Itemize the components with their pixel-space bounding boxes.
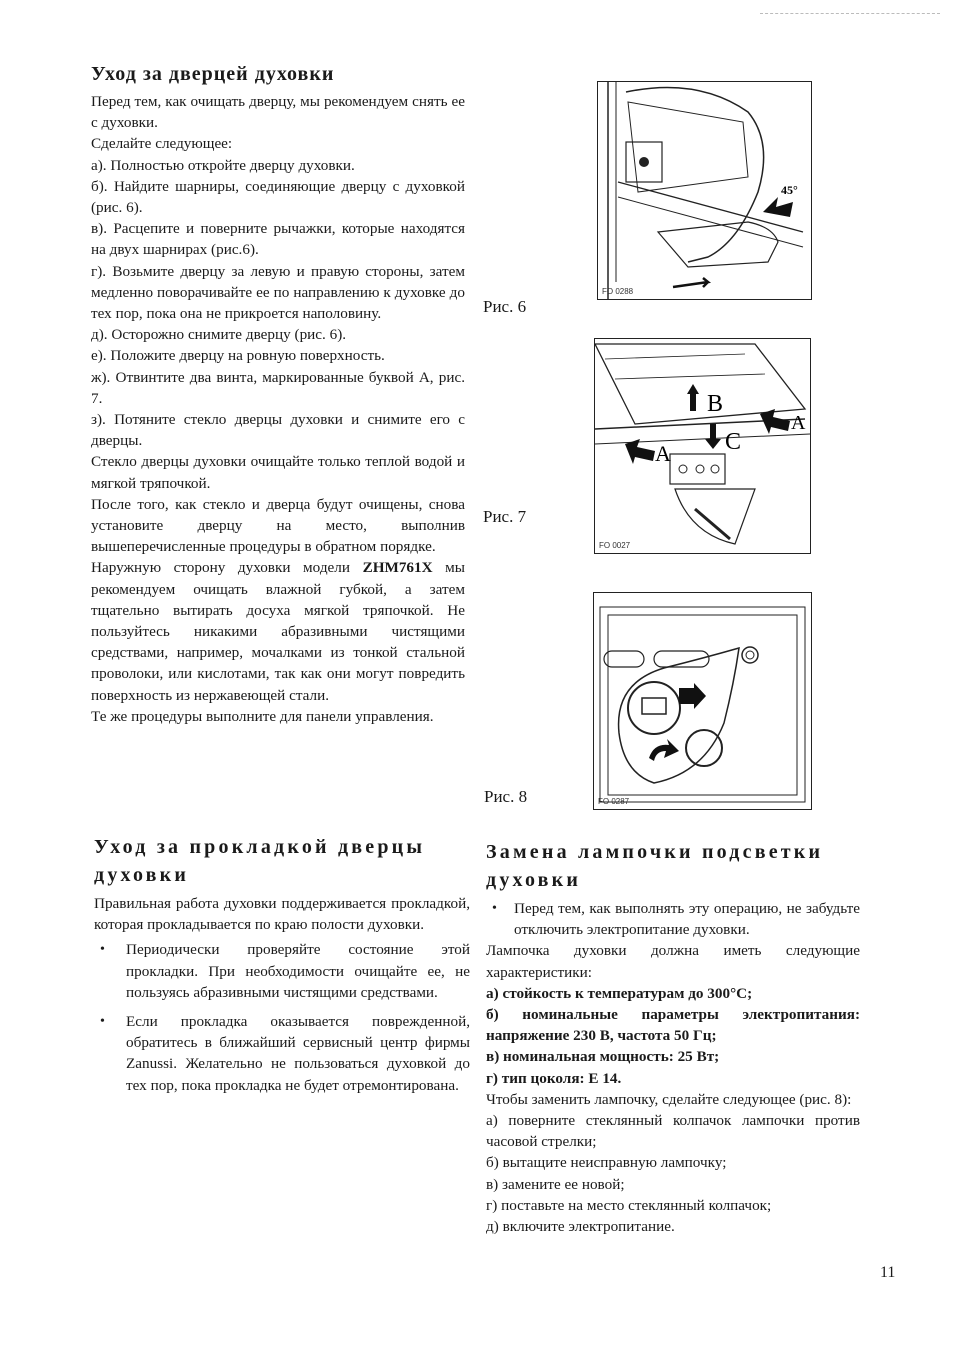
paragraph: Лампочка духовки должна иметь следующие характеристики: bbox=[486, 942, 860, 981]
model-name: ZHM761X bbox=[362, 559, 433, 577]
step-item: г) поставьте на место стеклянный колпачок; bbox=[486, 1196, 772, 1214]
step-item: ж). Отвинтите два винта, маркированные буквой А, рис. 7. bbox=[91, 368, 465, 407]
label-a-left: A bbox=[655, 441, 671, 466]
model-text-after: мы рекомендуем очищать влажной губкой, а затем тщательно вытирать досуха мягкой тряпочкой. Не пользуйтесь никакими абразивными чистящими средствами, например, мочалками из тонкой стальной проволоки, или кислотами, так как они могут повредить поверхность из нержавеющей стали. bbox=[91, 559, 465, 704]
label-a-right: A bbox=[791, 412, 806, 434]
figure-caption: Рис. 6 bbox=[483, 297, 527, 316]
paragraph: Стекло дверцы духовки очищайте только теплой водой и мягкой тряпочкой. bbox=[91, 453, 465, 492]
paragraph: После того, как стекло и дверца будут очищены, снова установите дверцу на место, выполнив вышеперечисленные процедуры в обратном порядке. bbox=[91, 495, 465, 556]
step-item: в). Расцепите и поверните рычажки, которые находятся на двух шарнирах (рис.6). bbox=[91, 220, 465, 259]
step-item: в) замените ее новой; bbox=[486, 1175, 625, 1193]
label-b: B bbox=[707, 391, 724, 417]
door-hinge-illustration bbox=[598, 82, 811, 299]
figure-caption: Рис. 8 bbox=[484, 787, 528, 806]
figure-code: FO 0288 bbox=[602, 287, 634, 296]
step-item: а). Полностью откройте дверцу духовки. bbox=[91, 156, 355, 174]
page-number: 11 bbox=[880, 1264, 896, 1281]
lamp-illustration bbox=[594, 593, 811, 809]
section-gasket-care bbox=[94, 833, 470, 1096]
paragraph: Перед тем, как очищать дверцу, мы рекомендуем снять ее с духовки. bbox=[91, 93, 465, 132]
step-item: г). Возьмите дверцу за левую и правую стороны, затем медленно поворачивайте ее по направлению к духовке до тех пор, пока она не прикроется наполовину. bbox=[91, 262, 465, 323]
figure-code: FO 0287 bbox=[598, 797, 630, 806]
gasket-bullet-list bbox=[94, 939, 470, 1095]
figure-8-lamp bbox=[593, 592, 812, 810]
section-lamp-replacement bbox=[486, 838, 860, 1237]
paragraph-final: Те же процедуры выполните для панели управления. bbox=[91, 707, 434, 725]
step-item: б) вытащите неисправную лампочку; bbox=[486, 1154, 727, 1172]
section-title-gasket: Уход за прокладкой дверцы духовки bbox=[94, 836, 426, 886]
lamp-bullet-list bbox=[486, 898, 860, 940]
step-item: з). Потяните стекло дверцы духовки и снимите его с дверцы. bbox=[91, 411, 465, 450]
paragraph: Чтобы заменить лампочку, сделайте следующее (рис. 8): bbox=[486, 1090, 852, 1108]
section-door-care bbox=[91, 62, 465, 727]
figure-code: FO 0027 bbox=[599, 541, 631, 550]
paragraph: Правильная работа духовки поддерживается прокладкой, которая прокладывается по краю полости духовки. bbox=[94, 895, 470, 934]
step-item: е). Положите дверцу на ровную поверхность. bbox=[91, 347, 385, 365]
paragraph-model bbox=[91, 557, 465, 705]
label-c: C bbox=[725, 429, 742, 455]
list-item: • Периодически проверяйте состояние этой прокладки. При необходимости очищайте ее, не пользуясь абразивными чистящими средствами. bbox=[94, 939, 470, 1003]
spec-item: в) номинальная мощность: 25 Вт; bbox=[486, 1048, 720, 1066]
paragraph: Сделайте следующее: bbox=[91, 135, 233, 153]
figure-caption: Рис. 7 bbox=[483, 507, 527, 526]
step-item: б). Найдите шарниры, соединяющие дверцу с духовкой (рис. 6). bbox=[91, 177, 465, 217]
step-item: д) включите электропитание. bbox=[486, 1218, 675, 1236]
figure-6-door-hinge bbox=[597, 81, 812, 300]
header-rule bbox=[760, 13, 940, 14]
step-item: а) поверните стеклянный колпачок лампочки против часовой стрелки; bbox=[486, 1112, 860, 1151]
list-item: • Если прокладка оказывается поврежденной, обратитесь в ближайший сервисный центр фирмы Zanussi. Желательно не пользоваться духовкой до тех пор, пока прокладка не будет отремонтирована. bbox=[94, 1011, 470, 1096]
section-title-lamp: Замена лампочки подсветки духовки bbox=[486, 841, 824, 891]
list-item: • Перед тем, как выполнять эту операцию, не забудьте отключить электропитание духовки. bbox=[486, 898, 860, 940]
figure-7-door-glass bbox=[594, 338, 811, 554]
angle-label: 45° bbox=[781, 183, 798, 197]
model-text-before: Наружную сторону духовки модели bbox=[91, 559, 363, 577]
spec-item: б) номинальные параметры электропитания: напряжение 230 В, частота 50 Гц; bbox=[486, 1006, 860, 1045]
spec-item: а) стойкость к температурам до 300°С; bbox=[486, 984, 753, 1002]
section-title-door: Уход за дверцей духовки bbox=[91, 63, 335, 85]
spec-item: г) тип цоколя: Е 14. bbox=[486, 1069, 622, 1087]
door-glass-illustration bbox=[595, 339, 810, 553]
step-item: д). Осторожно снимите дверцу (рис. 6). bbox=[91, 326, 347, 344]
